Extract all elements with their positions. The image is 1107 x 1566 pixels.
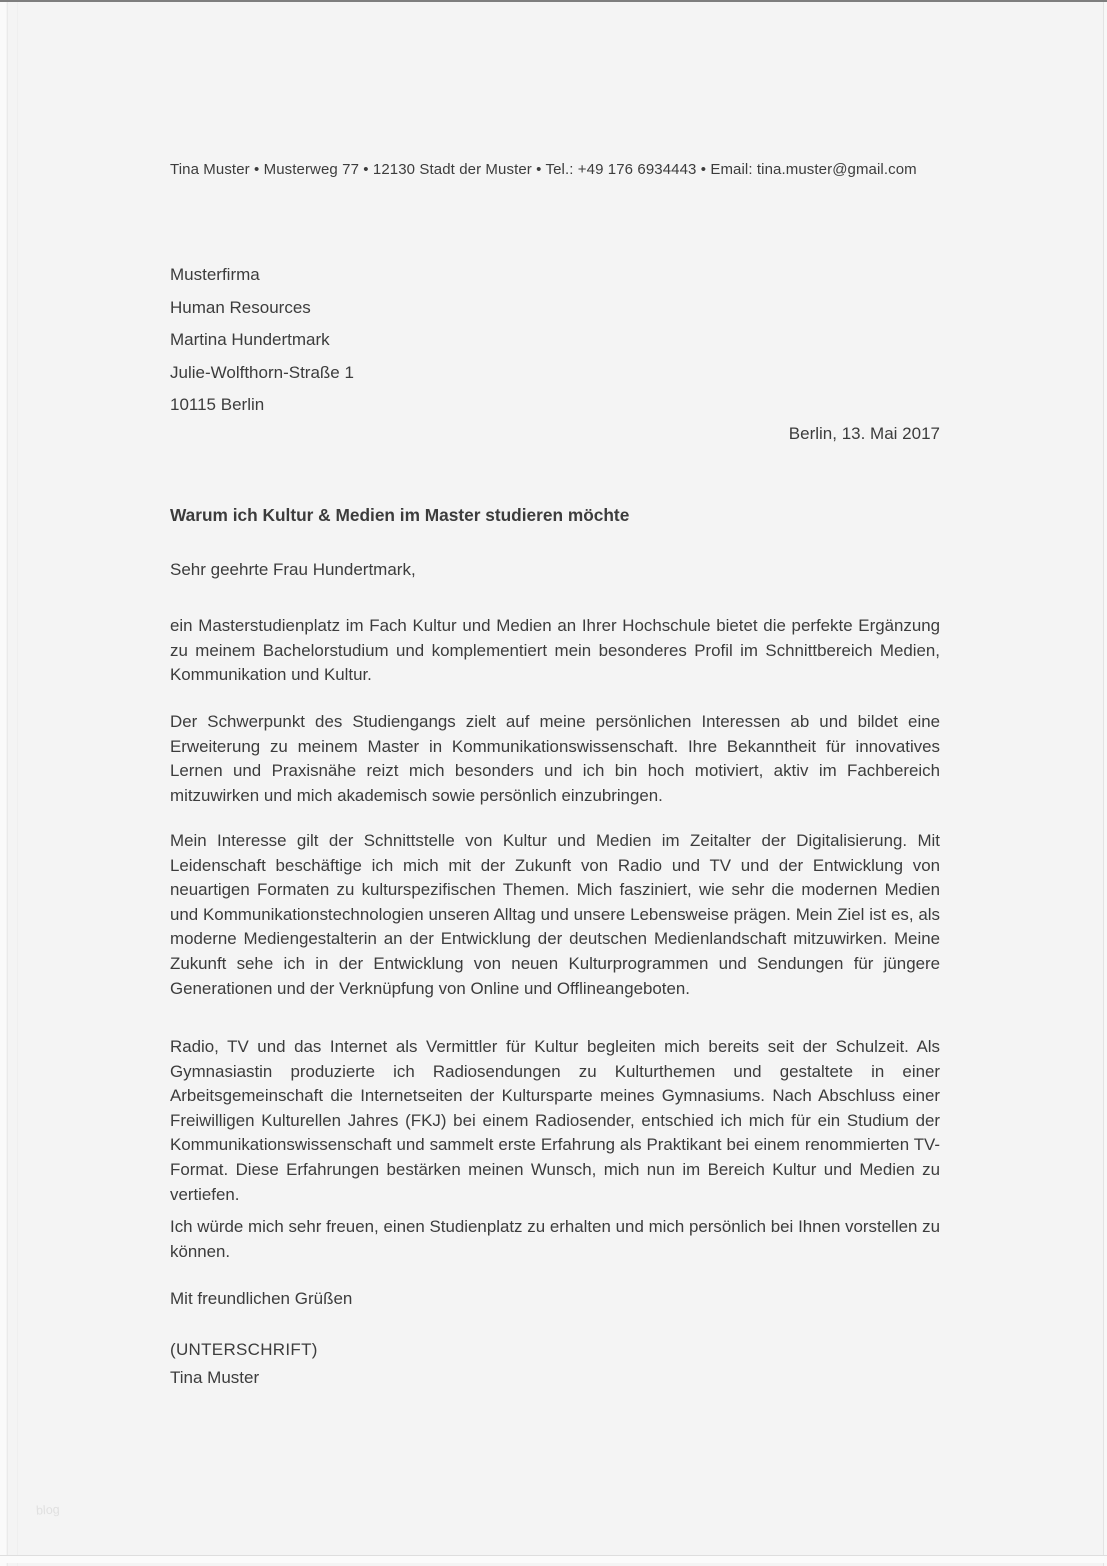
signature-name: Tina Muster — [170, 1368, 260, 1387]
recipient-line-street: Julie-Wolfthorn-Straße 1 — [170, 362, 354, 382]
recipient-address-block — [170, 259, 940, 422]
watermark-text: blog — [35, 1502, 60, 1518]
signature-placeholder: (UNTERSCHRIFT) — [170, 1340, 318, 1359]
scan-edge-left-strip — [0, 2, 6, 1566]
scan-edge-right-line — [1103, 2, 1104, 1566]
date-line: Berlin, 13. Mai 2017 — [788, 424, 940, 443]
closing-phrase: Mit freundlichen Grüßen — [170, 1289, 353, 1308]
salutation: Sehr geehrte Frau Hundertmark, — [170, 560, 416, 579]
sender-contact-line: Tina Muster • Musterweg 77 • 12130 Stadt der Muster • Tel.: +49 176 6934443 • Email: tina.muster@gmail.com — [170, 161, 917, 178]
body-paragraph-4: Radio, TV und das Internet als Vermittler für Kultur begleiten mich bereits seit der Schulzeit. Als Gymnasiastin produzierte ich Radiosendungen zu Kulturthemen und gestaltete in einer Arbeitsgemeinschaft die Internetseiten der Kultursparte meines Gymnasiums. Nach Abschluss einer Freiwilligen Kulturellen Jahres (FKJ) bei einem Radiosender, entschied ich mich für ein Studium der Kommunikationswissenschaft und sammelt erste Erfahrung als Praktikant bei einem renommierten TV-Format. Diese Erfahrungen bestärken meinen Wunsch, mich nun im Bereich Kultur und Medien zu vertiefen. — [170, 1037, 940, 1204]
body-paragraph-3: Mein Interesse gilt der Schnittstelle von Kultur und Medien im Zeitalter der Digitalisierung. Mit Leidenschaft beschäftige ich mich mit der Zukunft von Radio und TV und der Entwicklung von neuartigen Formaten zu kulturspezifischen Themen. Mich fasziniert, wie sehr die modernen Medien und Kommunikationstechnologien unseren Alltag und unsere Lebensweise prägen. Mein Ziel ist es, als moderne Mediengestalterin an der Entwicklung der deutschen Medienlandschaft mitzuwirken. Meine Zukunft sehe ich in der Entwicklung von neuen Kulturprogrammen und Sendungen für jüngere Generationen und der Verknüpfung von Online und Offlineangeboten. — [170, 831, 940, 998]
recipient-line-contact: Martina Hundertmark — [170, 330, 330, 350]
recipient-line-company: Musterfirma — [170, 265, 260, 284]
body-paragraph-5: Ich würde mich sehr freuen, einen Studienplatz zu erhalten und mich persönlich bei Ihnen vorstellen zu können. — [170, 1217, 940, 1261]
body-paragraph-1: ein Masterstudienplatz im Fach Kultur und Medien an Ihrer Hochschule bietet die perfekte Ergänzung zu meinem Bachelorstudium und komplementiert mein besonderes Profil im Schnittbereich Medien, Kommunikation und Kultur. — [170, 616, 940, 685]
recipient-line-department: Human Resources — [170, 297, 311, 317]
scan-edge-bottom-strip — [0, 1556, 1107, 1563]
scan-edge-left-line — [7, 2, 8, 1566]
page-top-border — [0, 0, 1107, 2]
recipient-line-city: 10115 Berlin — [170, 395, 265, 415]
scan-edge-left-line-2 — [17, 2, 18, 1566]
body-paragraph-2: Der Schwerpunkt des Studiengangs zielt auf meine persönlichen Interessen ab und bildet eine Erweiterung zu meinem Master in Kommunikationswissenschaft. Ihre Bekanntheit für innovatives Lernen und Praxisnähe reizt mich besonders und ich bin hoch motiviert, aktiv im Fachbereich mitzuwirken und mich akademisch sowie persönlich einzubringen. — [170, 712, 940, 805]
subject-line: Warum ich Kultur & Medien im Master studieren möchte — [170, 505, 630, 525]
